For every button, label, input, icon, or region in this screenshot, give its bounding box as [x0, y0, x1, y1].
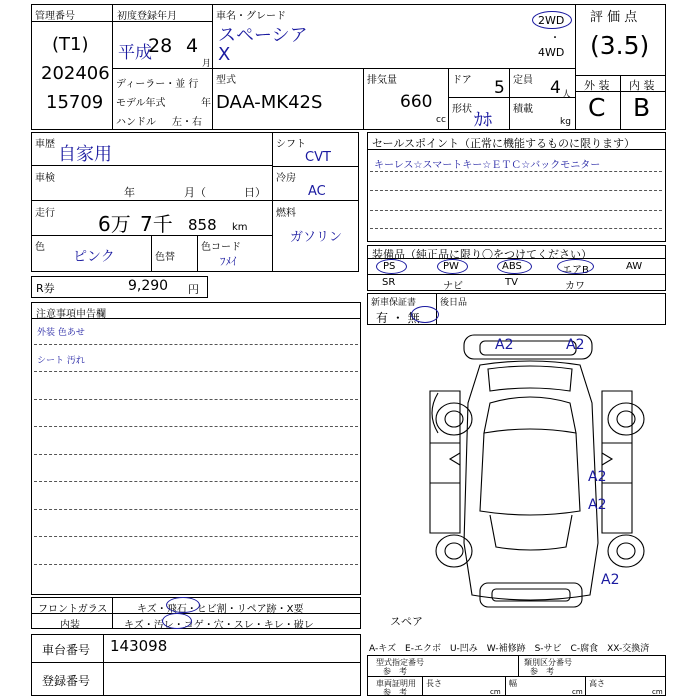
length-label: 長さ	[426, 679, 442, 688]
width-label: 幅	[509, 679, 517, 688]
mileage-rest: 858	[188, 216, 217, 234]
drive-2wd-circle	[532, 11, 572, 29]
notes-label: 注意事項申告欄	[36, 309, 106, 320]
capacity-value: 4	[550, 78, 561, 98]
first-reg-label: 初度登録年月	[117, 11, 177, 22]
damage-right-front-fender: A2	[601, 572, 620, 588]
windshield-label: フロントガラス	[38, 604, 108, 615]
drive-2wd: 2WD	[538, 14, 565, 27]
equip-navi: ナビ	[443, 281, 463, 292]
car-damage-diagram	[420, 333, 660, 628]
color-change-label: 色替	[155, 252, 175, 263]
aircon-value: AC	[308, 184, 326, 199]
width-unit: cm	[572, 688, 583, 696]
score-ext-value: C	[588, 93, 606, 122]
equip-ps-circle	[376, 259, 407, 274]
windshield-value: キズ・飛石・ヒビ割・リペア跡・X要	[137, 604, 304, 615]
doors-label: ドア	[452, 75, 472, 86]
color-code-label: 色コード	[201, 242, 241, 253]
first-reg-month: 4	[186, 35, 199, 57]
length-unit: cm	[490, 688, 501, 696]
recycle-label: R券	[36, 282, 55, 295]
load-label: 積載	[513, 104, 533, 115]
color-value: ピンク	[73, 249, 115, 265]
notes-section	[31, 302, 361, 595]
handle-label: ハンドル	[116, 117, 156, 128]
model-name-label: 車名・グレード	[216, 11, 286, 22]
model-year-unit: 年	[201, 98, 211, 109]
spare-label: スペア	[390, 615, 423, 628]
score-ext-label: 外 装	[584, 79, 610, 92]
equip-leather: カワ	[565, 281, 585, 292]
capacity-label: 定員	[513, 75, 533, 86]
registration-label: 登録番号	[42, 674, 91, 688]
dealer-label: ディーラー・並 行	[116, 79, 199, 90]
chassis-value: 143098	[110, 637, 168, 655]
damage-legend: A-キズ E-エクボ U-凹み W-補修跡 S-サビ C-腐食 XX-交換済	[369, 644, 650, 654]
mgmt-line1: (T1)	[52, 34, 89, 55]
mgmt-label: 管理番号	[35, 11, 75, 22]
shaken-day-unit: 日）	[244, 186, 266, 199]
equip-abs-circle	[497, 259, 532, 274]
displacement-label: 排気量	[367, 75, 397, 86]
cert-ref: 参 考	[383, 688, 407, 697]
type-designation-label: 型式指定番号	[376, 658, 424, 667]
damage-right-rear-door: A2	[588, 497, 607, 513]
fuel-label: 燃料	[276, 208, 296, 219]
height-label: 高さ	[589, 679, 605, 688]
equip-pw: PW	[443, 261, 459, 272]
category-number-ref: 参 考	[530, 667, 554, 676]
damage-rear-right: A2	[566, 337, 585, 353]
mileage-sen: 7千	[140, 212, 173, 236]
interior-value: キズ・汚レ・コゲ・穴・スレ・キレ・破レ	[124, 620, 314, 631]
equip-airbag: エアB	[562, 265, 589, 276]
type-designation-ref: 参 考	[383, 667, 407, 676]
color-label: 色	[35, 242, 45, 253]
mileage-label: 走行	[35, 208, 55, 219]
notes-line1: 外装 色あせ	[37, 328, 85, 338]
mgmt-line3: 15709	[46, 92, 104, 113]
damage-rear-left: A2	[495, 337, 514, 353]
equip-pw-circle	[437, 259, 468, 274]
damage-right-front-door: A2	[588, 469, 607, 485]
drive-dot: ・	[550, 33, 560, 44]
equip-sr: SR	[382, 277, 396, 288]
shift-value: CVT	[305, 150, 331, 165]
capacity-unit: 人	[562, 90, 572, 100]
model-grade: X	[218, 44, 231, 65]
first-reg-year: 28	[148, 35, 173, 57]
category-number-label: 類別区分番号	[524, 658, 572, 667]
recycle-value: 9,290	[128, 278, 169, 294]
score-int-value: B	[633, 93, 651, 122]
history-label: 車歴	[35, 139, 55, 150]
equip-tv: TV	[505, 277, 518, 288]
shaken-month-unit: 月（	[184, 186, 206, 199]
load-unit: kg	[560, 117, 571, 127]
equipment-label: 装備品（純正品に限り〇をつけてください）	[372, 248, 592, 261]
warranty-value: 有 ・ 無	[376, 311, 420, 325]
interior-circle	[162, 613, 192, 629]
score-int-label: 内 装	[629, 79, 655, 92]
shape-value: ｶﾎ	[474, 110, 492, 131]
model-year-label: モデル年式	[116, 98, 166, 109]
notes-line2: シート 汚れ	[37, 356, 85, 366]
chassis-label: 車台番号	[42, 643, 91, 657]
aircon-label: 冷房	[276, 173, 296, 184]
shape-label: 形状	[452, 104, 472, 115]
handle-value: 左・右	[172, 117, 202, 128]
equip-abs: ABS	[502, 261, 522, 272]
type-value: DAA-MK42S	[216, 92, 323, 113]
equip-ps: PS	[383, 261, 396, 272]
mileage-unit: km	[232, 222, 248, 233]
model-name: スペーシア	[218, 25, 308, 46]
displacement-unit: cc	[436, 115, 446, 125]
doors-value: 5	[494, 78, 505, 98]
recycle-unit: 円	[188, 283, 199, 296]
recycle-box	[31, 276, 208, 298]
fuel-value: ガソリン	[290, 230, 343, 245]
sales-points-text: キーレス☆スマートキー☆ＥＴＣ☆バックモニター	[374, 160, 601, 171]
windshield-circle	[166, 597, 200, 613]
cert-label: 車両証明用	[376, 679, 416, 688]
warranty-circle	[411, 306, 439, 323]
height-unit: cm	[652, 688, 663, 696]
equip-airbag-circle	[557, 259, 594, 274]
shaken-label: 車検	[35, 173, 55, 184]
score-value: (3.5)	[590, 31, 650, 60]
equip-aw: AW	[626, 261, 643, 272]
first-reg-month-unit: 月	[202, 59, 212, 69]
shaken-year-unit: 年	[124, 186, 135, 199]
post-date-label: 後日品	[440, 298, 468, 308]
type-label: 型式	[216, 75, 236, 86]
interior-label: 内装	[60, 620, 80, 631]
warranty-label: 新車保証書	[371, 298, 417, 308]
history-value: 自家用	[58, 144, 112, 165]
displacement-value: 660	[400, 92, 433, 112]
mileage-man: 6万	[98, 212, 131, 236]
first-reg-era: 平成	[118, 43, 152, 63]
shift-label: シフト	[276, 139, 306, 150]
score-label: 評 価 点	[590, 10, 638, 25]
color-code-value: ﾌﾒｲ	[220, 255, 237, 268]
drive-4wd: 4WD	[538, 46, 565, 59]
sales-points-label: セールスポイント（正常に機能するものに限ります）	[372, 137, 636, 150]
mgmt-line2: 202406	[41, 63, 110, 84]
